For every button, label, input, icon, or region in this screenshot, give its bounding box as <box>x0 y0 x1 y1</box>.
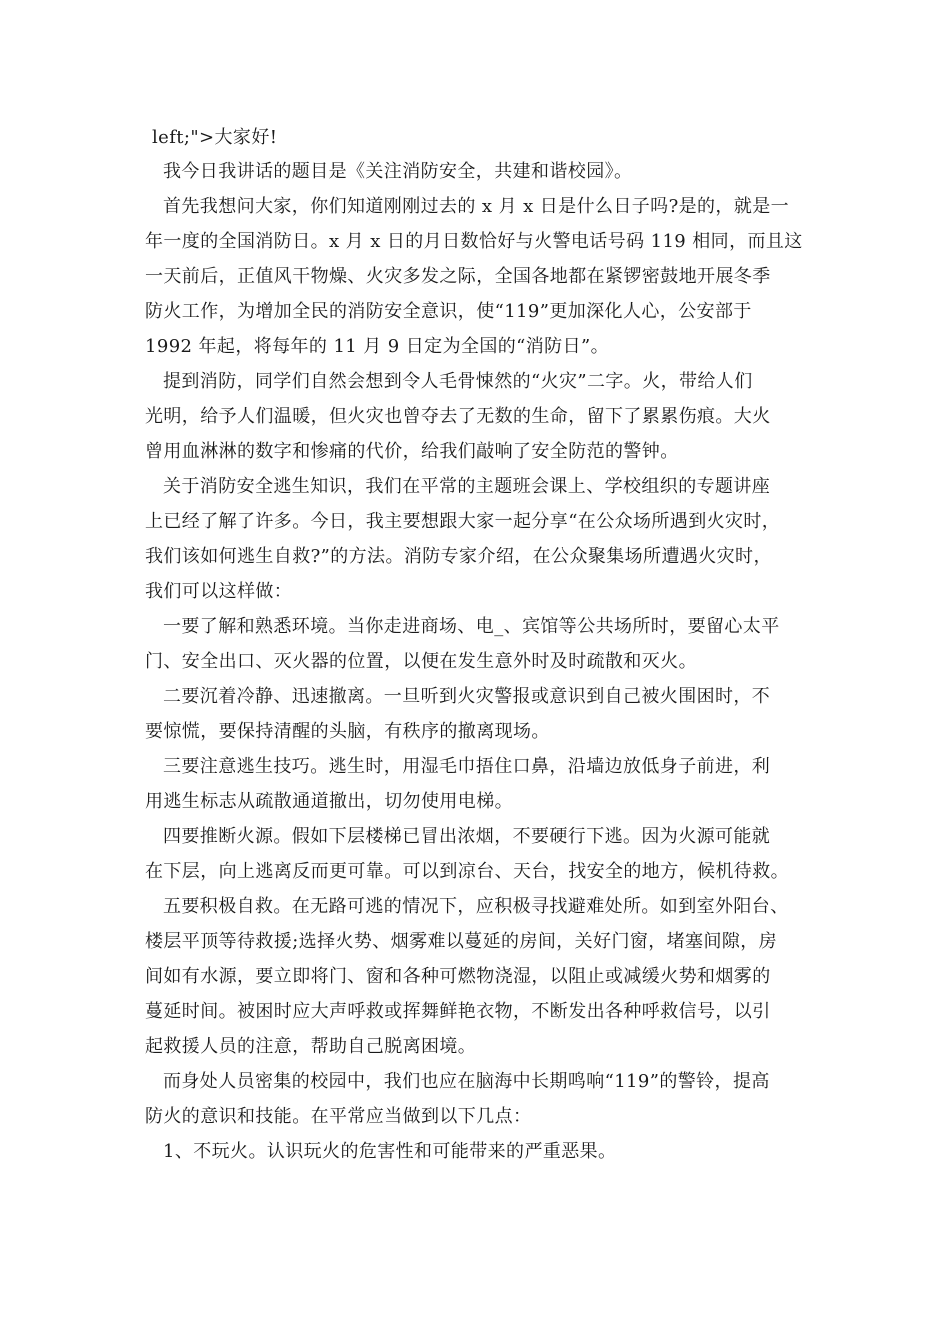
text-line: 我们可以这样做： <box>145 581 293 602</box>
text-line: 曾用血淋淋的数字和惨痛的代价，给我们敲响了安全防范的警钟。 <box>145 441 679 462</box>
text-line: 在下层，向上逃离反而更可靠。可以到凉台、天台，找安全的地方，候机待救。 <box>145 861 789 882</box>
text-line: 1、不玩火。认识玩火的危害性和可能带来的严重恶果。 <box>163 1141 617 1162</box>
text-line: 二要沉着冷静、迅速撤离。一旦听到火灾警报或意识到自己被火围困时，不 <box>163 686 771 707</box>
text-line: 首先我想问大家，你们知道刚刚过去的 x 月 x 日是什么日子吗?是的，就是一 <box>163 196 790 217</box>
text-line: 楼层平顶等待救援;选择火势、烟雾难以蔓延的房间，关好门窗，堵塞间隙，房 <box>145 931 778 952</box>
text-line: 上已经了解了许多。今日，我主要想跟大家一起分享“在公众场所遇到火灾时， <box>145 511 781 532</box>
text-line: left;">大家好! <box>152 127 278 148</box>
text-line: 光明，给予人们温暖，但火灾也曾夺去了无数的生命，留下了累累伤痕。大火 <box>145 406 771 427</box>
text-line: 四要推断火源。假如下层楼梯已冒出浓烟，不要硬行下逃。因为火源可能就 <box>163 826 771 847</box>
text-line: 年一度的全国消防日。x 月 x 日的月日数恰好与火警电话号码 119 相同，而且这 <box>145 231 803 252</box>
text-line: 间如有水源，要立即将门、窗和各种可燃物浇湿，以阻止或减缓火势和烟雾的 <box>145 966 771 987</box>
text-line: 门、安全出口、灭火器的位置，以便在发生意外时及时疏散和灭火。 <box>145 651 697 672</box>
text-line: 我今日我讲话的题目是《关注消防安全，共建和谐校园》。 <box>163 161 633 182</box>
text-line: 防火工作，为增加全民的消防安全意识，使“119”更加深化人心，公安部于 <box>145 301 752 322</box>
text-line: 1992 年起，将每年的 11 月 9 日定为全国的“消防日”。 <box>145 336 609 357</box>
text-line: 要惊慌，要保持清醒的头脑，有秩序的撤离现场。 <box>145 721 550 742</box>
text-line: 用逃生标志从疏散通道撤出，切勿使用电梯。 <box>145 791 513 812</box>
text-line: 提到消防，同学们自然会想到令人毛骨悚然的“火灾”二字。火，带给人们 <box>163 371 753 392</box>
text-line: 蔓延时间。被困时应大声呼救或挥舞鲜艳衣物，不断发出各种呼救信号，以引 <box>145 1001 771 1022</box>
text-line: 起救援人员的注意，帮助自己脱离困境。 <box>145 1036 477 1057</box>
text-line: 三要注意逃生技巧。逃生时，用湿毛巾捂住口鼻，沿墙边放低身子前进，利 <box>163 756 771 777</box>
text-line: 防火的意识和技能。在平常应当做到以下几点： <box>145 1106 532 1127</box>
text-line: 一天前后，正值风干物燥、火灾多发之际，全国各地都在紧锣密鼓地开展冬季 <box>145 266 771 287</box>
text-line: 五要积极自救。在无路可逃的情况下，应积极寻找避难处所。如到室外阳台、 <box>163 896 789 917</box>
text-line: 我们该如何逃生自救?”的方法。消防专家介绍，在公众聚集场所遭遇火灾时， <box>145 546 772 567</box>
text-line: 关于消防安全逃生知识，我们在平常的主题班会课上、学校组织的专题讲座 <box>163 476 771 497</box>
text-line: 而身处人员密集的校园中，我们也应在脑海中长期鸣响“119”的警铃，提高 <box>163 1071 770 1092</box>
text-line: 一要了解和熟悉环境。当你走进商场、电_、宾馆等公共场所时，要留心太平 <box>163 616 780 637</box>
